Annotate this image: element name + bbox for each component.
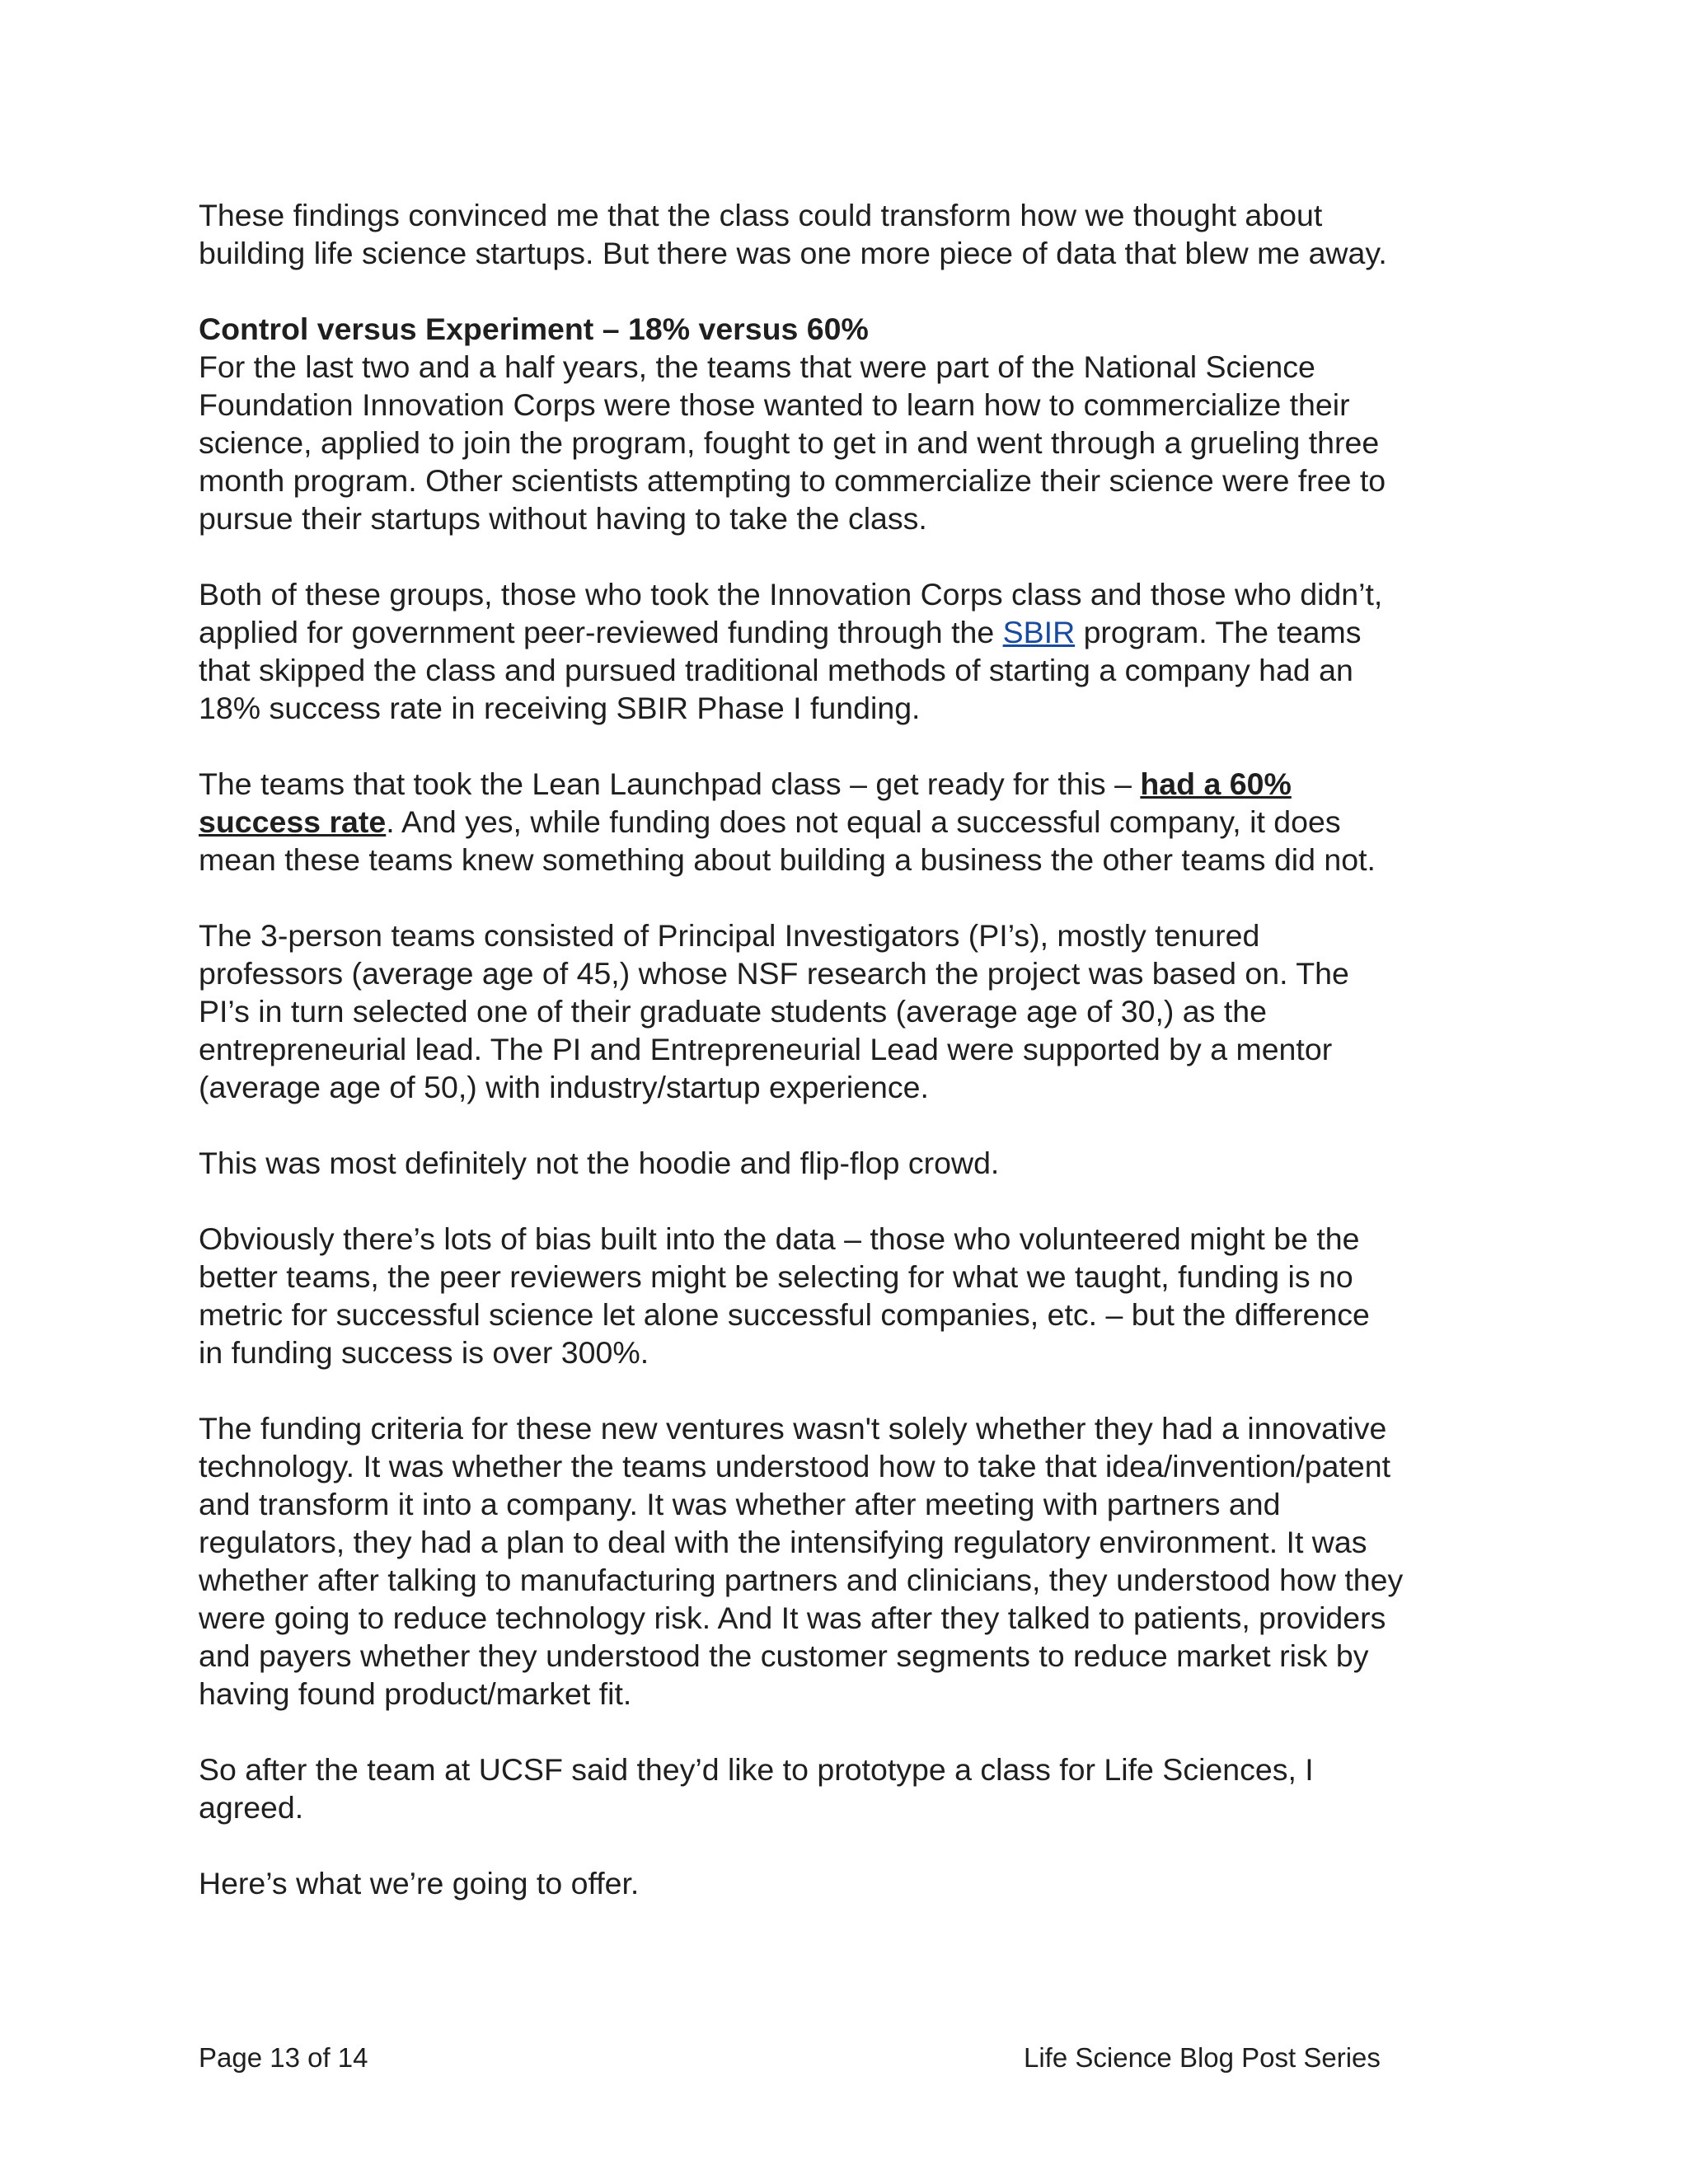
body-text [199,196,1517,1940]
text-line: metric for successful science let alone successful companies, etc. – but the difference [199,1297,1370,1332]
text-line: The 3-person teams consisted of Principal Investigators (PI’s), mostly tenured [199,918,1260,953]
text-line: So after the team at UCSF said they’d like to prototype a class for Life Sciences, I [199,1752,1314,1787]
text-line: pursue their startups without having to take the class. [199,501,927,536]
text-line [199,765,1517,803]
text-line: PI’s in turn selected one of their graduate students (average age of 30,) as the [199,994,1267,1029]
text-line: Both of these groups, those who took the Innovation Corps class and those who didn’t, [199,577,1383,612]
text-line: building life science startups. But there was one more piece of data that blew me away. [199,236,1387,270]
paragraph-control-vs-experiment [199,310,1517,537]
text-line: The funding criteria for these new ventures wasn't solely whether they had a innovative [199,1411,1387,1446]
text-line: entrepreneurial lead. The PI and Entrepreneurial Lead were supported by a mentor [199,1032,1333,1066]
emphasis-text: success rate [199,804,387,839]
text-line [199,613,1517,651]
text-line: Obviously there’s lots of bias built into the data – those who volunteered might be the [199,1221,1360,1256]
text-line: regulators, they had a plan to deal with the intensifying regulatory environment. It was [199,1525,1367,1559]
paragraph-bias [199,1220,1517,1371]
text-line: having found product/market fit. [199,1676,632,1711]
text-fragment: applied for government peer-reviewed funding through the [199,615,1003,649]
text-fragment: The teams that took the Lean Launchpad class – get ready for this – [199,766,1141,801]
series-title: Life Science Blog Post Series [1024,2042,1381,2073]
text-line: Foundation Innovation Corps were those wanted to learn how to commercialize their [199,387,1350,422]
text-line: whether after talking to manufacturing partners and clinicians, they understood how they [199,1563,1404,1597]
text-line: month program. Other scientists attempting to commercialize their science were free to [199,463,1386,498]
paragraph-funding-criteria [199,1409,1517,1713]
text-line: technology. It was whether the teams understood how to take that idea/invention/patent [199,1449,1391,1483]
text-line: that skipped the class and pursued traditional methods of starting a company had an [199,653,1353,687]
paragraph-groups [199,575,1517,727]
text-fragment: . And yes, while funding does not equal a successful company, it does [386,804,1341,839]
text-line [199,803,1517,841]
paragraph-team-composition [199,916,1517,1106]
text-line: science, applied to join the program, fought to get in and went through a grueling three [199,425,1380,460]
text-line: professors (average age of 45,) whose NSF research the project was based on. The [199,956,1349,991]
text-line: in funding success is over 300%. [199,1335,649,1370]
paragraph-hoodie [199,1144,1517,1182]
text-line: agreed. [199,1790,304,1825]
text-line: (average age of 50,) with industry/startup experience. [199,1070,929,1104]
text-line: and payers whether they understood the customer segments to reduce market risk by [199,1638,1369,1673]
text-line: 18% success rate in receiving SBIR Phase I funding. [199,691,921,725]
paragraph-offer [199,1864,1517,1902]
text-line: better teams, the peer reviewers might be selecting for what we taught, funding is no [199,1259,1353,1294]
text-line: These findings convinced me that the class could transform how we thought about [199,198,1323,232]
text-line: This was most definitely not the hoodie and flip-flop crowd. [199,1146,1000,1180]
emphasis-text: had a 60% [1140,766,1292,801]
section-heading: Control versus Experiment – 18% versus 60% [199,312,869,346]
page-number: Page 13 of 14 [199,2042,368,2073]
paragraph-ucsf [199,1750,1517,1826]
text-line: For the last two and a half years, the teams that were part of the National Science [199,349,1315,384]
text-line: and transform it into a company. It was whether after meeting with partners and [199,1487,1281,1521]
paragraph-findings [199,196,1517,272]
text-line: Here’s what we’re going to offer. [199,1866,640,1900]
text-line: mean these teams knew something about building a business the other teams did not. [199,842,1376,877]
text-line: were going to reduce technology risk. And It was after they talked to patients, providers [199,1601,1386,1635]
sbir-link[interactable]: SBIR [1002,615,1076,649]
paragraph-success-rate [199,765,1517,879]
text-fragment: program. The teams [1075,615,1362,649]
